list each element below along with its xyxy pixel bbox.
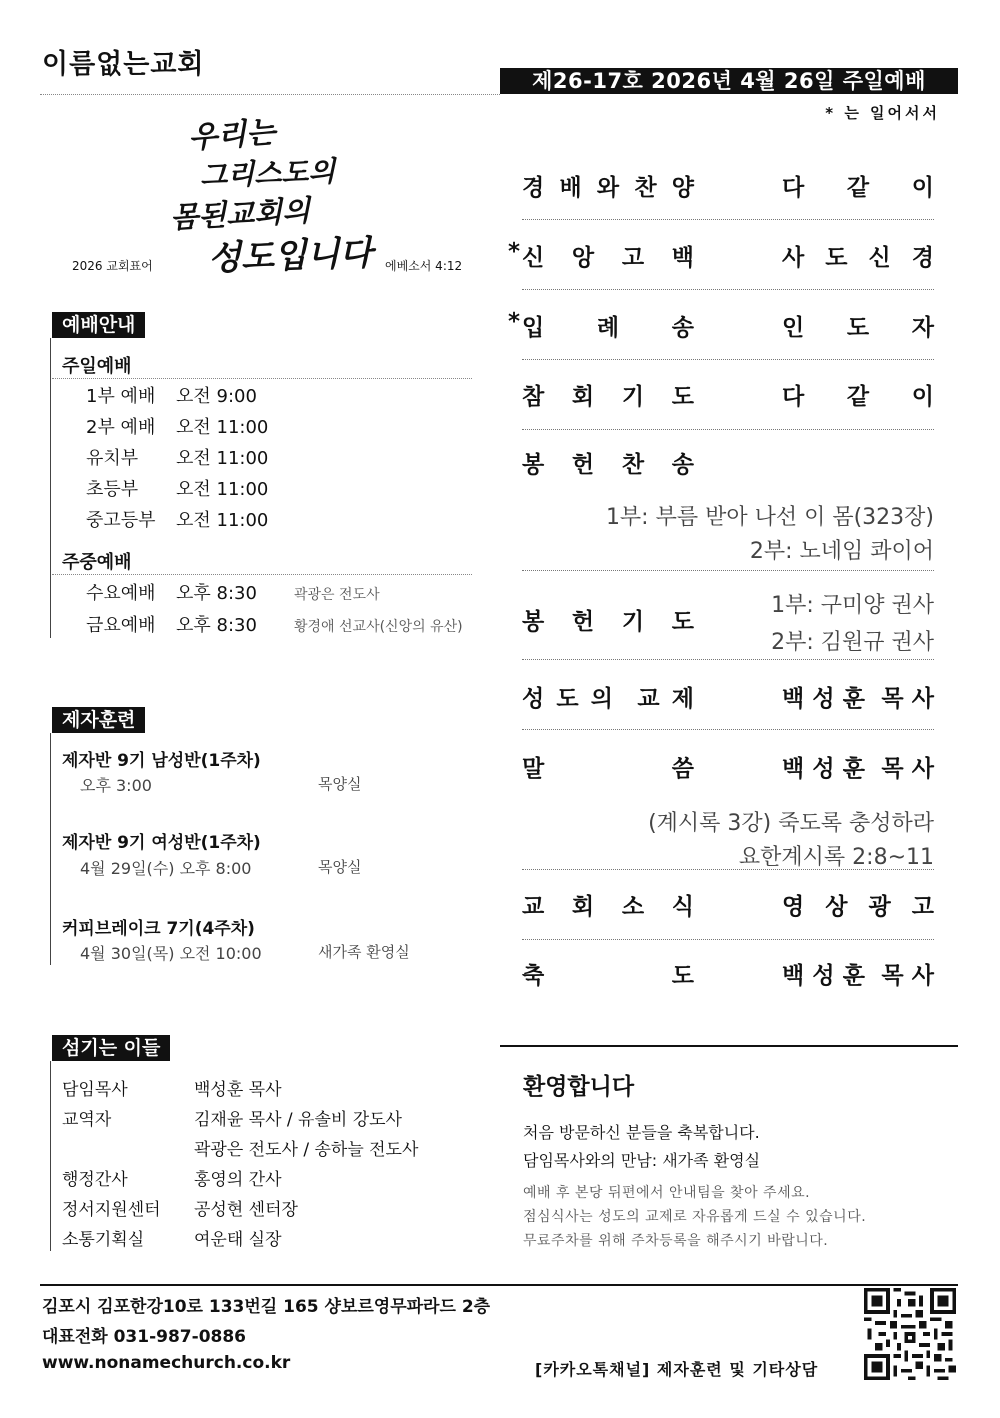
servant-names: 홍영의 간사 bbox=[194, 1170, 282, 1190]
order-leader-char: 사 bbox=[911, 963, 934, 989]
training-when: 4월 30일(목) 오전 10:00 bbox=[80, 944, 262, 963]
order-item bbox=[510, 680, 934, 720]
worship-guide-tag: 예배안내 bbox=[52, 312, 145, 338]
servant-row bbox=[62, 1225, 282, 1250]
order-leader-char: 경 bbox=[911, 245, 934, 271]
standing-marker: * bbox=[508, 239, 521, 265]
order-leader-char: 백 bbox=[782, 756, 805, 782]
order-label-char: 도 bbox=[671, 609, 694, 635]
order-leader-char: 도 bbox=[846, 315, 870, 341]
motto-line: 성도입니다 bbox=[207, 233, 374, 279]
weekday-divider bbox=[52, 574, 472, 575]
footer-divider bbox=[40, 1284, 958, 1286]
order-label-char: 양 bbox=[671, 175, 694, 201]
motto-line: 그리스도의 bbox=[199, 154, 336, 193]
sunday-row bbox=[86, 506, 268, 532]
training-when: 오후 3:00 bbox=[80, 776, 152, 795]
servant-names: 백성훈 목사 bbox=[194, 1080, 282, 1100]
order-item bbox=[510, 750, 934, 790]
order-label-char: 례 bbox=[596, 315, 620, 341]
offering-song-1: 1부: 부름 받아 나선 이 몸(323장) bbox=[605, 505, 934, 530]
motto-line: 몸된교회의 bbox=[169, 193, 311, 235]
sunday-row bbox=[86, 413, 268, 439]
order-label bbox=[522, 957, 694, 990]
sunday-title: 주일예배 bbox=[62, 356, 132, 377]
order-label-char: 기 bbox=[621, 609, 645, 635]
order-leader-char: 성 bbox=[812, 756, 835, 782]
order-label bbox=[522, 309, 694, 342]
service-note: 곽광은 전도사 bbox=[294, 587, 380, 603]
order-label bbox=[522, 888, 694, 921]
order-label-char: 도 bbox=[671, 963, 694, 989]
order-label bbox=[522, 446, 694, 479]
order-leader bbox=[782, 378, 934, 411]
order-label-char: 와 bbox=[596, 175, 620, 201]
order-label-char: 송 bbox=[671, 315, 694, 341]
order-leader-char: 상 bbox=[825, 894, 848, 920]
order-leader-char: 훈 bbox=[842, 686, 865, 712]
order-leader-char: 백 bbox=[782, 963, 805, 989]
service-name: 중고등부 bbox=[86, 510, 156, 531]
offering-prayer-1: 1부: 구미양 권사 bbox=[771, 593, 934, 618]
order-leader bbox=[782, 888, 934, 921]
stand-note: * 는 일어서서 bbox=[825, 104, 940, 122]
church-website[interactable]: www.nonamechurch.co.kr bbox=[42, 1353, 291, 1373]
service-time: 오전 11:00 bbox=[176, 448, 269, 469]
welcome-note: 점심식사는 성도의 교제로 자유롭게 드실 수 있습니다. bbox=[523, 1209, 867, 1225]
order-label-char: 식 bbox=[671, 894, 694, 920]
order-leader-char: 목 bbox=[881, 756, 904, 782]
welcome-title: 환영합니다 bbox=[523, 1074, 635, 1100]
training-title: 커피브레이크 7기(4주차) bbox=[62, 919, 255, 939]
order-label-char: 참 bbox=[522, 384, 545, 410]
service-note: 황경애 선교사(신앙의 유산) bbox=[294, 619, 463, 635]
motto-calligraphy bbox=[169, 108, 380, 279]
service-name: 수요예배 bbox=[86, 583, 156, 604]
order-label-char: 찬 bbox=[634, 175, 657, 201]
servants-tag: 섬기는 이들 bbox=[52, 1035, 170, 1061]
order-label-char: 신 bbox=[522, 245, 545, 271]
order-leader-char: 영 bbox=[782, 894, 805, 920]
header-divider bbox=[40, 94, 500, 95]
weekday-title: 주중예배 bbox=[62, 552, 132, 573]
offering-song-2: 2부: 노네임 콰이어 bbox=[749, 539, 934, 564]
service-name: 초등부 bbox=[86, 479, 139, 500]
order-leader-char: 목 bbox=[881, 963, 904, 989]
service-time: 오전 9:00 bbox=[176, 386, 257, 407]
servant-names: 공성현 센터장 bbox=[194, 1200, 298, 1220]
training-when: 4월 29일(수) 오후 8:00 bbox=[80, 859, 252, 878]
training-place: 목양실 bbox=[318, 858, 362, 876]
training-border bbox=[50, 733, 51, 965]
order-label-char: 배 bbox=[559, 175, 582, 201]
service-time: 오후 8:30 bbox=[176, 583, 257, 604]
order-leader-char: 이 bbox=[911, 384, 934, 410]
service-name: 1부 예배 bbox=[86, 386, 156, 407]
sermon-scripture: 요한계시록 2:8~11 bbox=[738, 845, 934, 870]
worship-guide-border bbox=[50, 338, 51, 638]
order-label-char: 성 bbox=[522, 686, 545, 712]
sunday-row bbox=[86, 382, 257, 408]
order-leader bbox=[782, 169, 934, 202]
qr-code-icon[interactable] bbox=[864, 1288, 956, 1380]
order-label-char: 도 bbox=[671, 384, 694, 410]
service-time: 오후 8:30 bbox=[176, 615, 257, 636]
servant-row bbox=[62, 1135, 418, 1160]
church-phone: 대표전화 031-987-0886 bbox=[42, 1327, 247, 1347]
order-label bbox=[522, 378, 694, 411]
service-time: 오전 11:00 bbox=[176, 479, 269, 500]
service-name: 2부 예배 bbox=[86, 417, 156, 438]
order-label-char: 봉 bbox=[522, 452, 545, 478]
order-label-char: 헌 bbox=[571, 609, 595, 635]
service-time: 오전 11:00 bbox=[176, 510, 269, 531]
order-label-char: 송 bbox=[671, 452, 694, 478]
training-title: 제자반 9기 남성반(1주차) bbox=[62, 751, 261, 771]
servant-role: 소통기획실 bbox=[62, 1230, 145, 1250]
servant-row bbox=[62, 1105, 402, 1130]
order-leader-char: 성 bbox=[812, 963, 835, 989]
kakao-channel: [카카오톡채널] 제자훈련 및 기타상담 bbox=[535, 1360, 819, 1379]
order-label-char: 축 bbox=[522, 963, 545, 989]
order-leader bbox=[782, 680, 934, 713]
order-label-char: 찬 bbox=[621, 452, 645, 478]
order-divider bbox=[522, 359, 934, 360]
order-item bbox=[510, 239, 934, 279]
order-leader-char: 목 bbox=[881, 686, 904, 712]
sunday-row bbox=[86, 444, 268, 470]
order-label-char: 입 bbox=[522, 315, 545, 341]
training-title: 제자반 9기 여성반(1주차) bbox=[62, 833, 261, 853]
order-leader-char: 같 bbox=[846, 175, 870, 201]
order-label-char: 씀 bbox=[671, 756, 694, 782]
service-name: 유치부 bbox=[86, 448, 139, 469]
welcome-note: 예배 후 본당 뒤편에서 안내팀을 찾아 주세요. bbox=[523, 1185, 811, 1201]
training-tag: 제자훈련 bbox=[52, 707, 145, 733]
welcome-line: 처음 방문하신 분들을 축복합니다. bbox=[523, 1123, 760, 1142]
order-leader bbox=[782, 750, 934, 783]
order-divider bbox=[522, 429, 934, 430]
motto-line: 우리는 bbox=[187, 115, 277, 156]
motto-year: 2026 교회표어 bbox=[72, 259, 153, 273]
servant-role: 정서지원센터 bbox=[62, 1200, 161, 1220]
servant-names: 곽광은 전도사 / 송하늘 전도사 bbox=[194, 1140, 419, 1160]
training-place: 새가족 환영실 bbox=[318, 943, 410, 961]
servant-names: 여운태 실장 bbox=[194, 1230, 282, 1250]
order-leader-char: 인 bbox=[782, 315, 805, 341]
order-label-char: 헌 bbox=[571, 452, 595, 478]
order-label-char: 백 bbox=[671, 245, 694, 271]
order-leader-char: 자 bbox=[911, 315, 934, 341]
sunday-divider bbox=[52, 378, 472, 379]
order-leader-char: 훈 bbox=[842, 756, 865, 782]
order-item bbox=[510, 446, 934, 486]
church-name: 이름없는교회 bbox=[42, 49, 205, 80]
church-address: 김포시 김포한강10로 133번길 165 샹보르영무파라드 2층 bbox=[42, 1297, 491, 1317]
order-item bbox=[510, 378, 934, 418]
order-label bbox=[522, 680, 694, 713]
order-label bbox=[522, 603, 694, 636]
order-item bbox=[510, 169, 934, 209]
order-leader-char: 다 bbox=[782, 175, 805, 201]
servant-role: 행정간사 bbox=[62, 1170, 128, 1190]
welcome-note: 무료주차를 위해 주차등록을 해주시기 바랍니다. bbox=[523, 1233, 829, 1249]
servant-role: 담임목사 bbox=[62, 1080, 128, 1100]
order-label-char: 봉 bbox=[522, 609, 545, 635]
order-leader bbox=[782, 239, 934, 272]
order-label-char: 앙 bbox=[571, 245, 595, 271]
order-divider bbox=[522, 219, 934, 220]
welcome-line: 담임목사와의 만남: 새가족 환영실 bbox=[523, 1151, 761, 1170]
order-divider bbox=[522, 939, 934, 940]
servants-border bbox=[50, 1061, 51, 1251]
order-leader-char: 사 bbox=[782, 245, 805, 271]
standing-marker: * bbox=[508, 309, 521, 335]
servant-row bbox=[62, 1165, 282, 1190]
order-divider bbox=[522, 289, 934, 290]
order-label-char: 회 bbox=[571, 384, 595, 410]
order-divider bbox=[522, 729, 934, 730]
order-leader bbox=[782, 957, 934, 990]
order-leader-char: 훈 bbox=[842, 963, 865, 989]
order-leader-char: 사 bbox=[911, 686, 934, 712]
order-label-char: 제 bbox=[671, 686, 694, 712]
order-leader-char: 다 bbox=[782, 384, 805, 410]
order-leader-char: 이 bbox=[911, 175, 934, 201]
order-label-char: 도 bbox=[556, 686, 579, 712]
order-divider bbox=[522, 570, 934, 571]
order-label-char: 경 bbox=[522, 175, 545, 201]
servant-row bbox=[62, 1075, 282, 1100]
servant-role: 교역자 bbox=[62, 1110, 112, 1130]
order-label bbox=[522, 239, 694, 272]
motto-reference: 에베소서 4:12 bbox=[385, 259, 463, 273]
order-label-char: 고 bbox=[621, 245, 645, 271]
order-label-char: 교 bbox=[522, 894, 545, 920]
order-leader bbox=[782, 309, 934, 342]
weekday-row bbox=[86, 611, 463, 637]
order-label-char: 기 bbox=[621, 384, 645, 410]
order-item bbox=[510, 309, 934, 349]
order-label-char: 소 bbox=[621, 894, 645, 920]
sermon-title: (계시록 3강) 죽도록 충성하라 bbox=[648, 811, 934, 836]
order-leader-char: 백 bbox=[782, 686, 805, 712]
sunday-row bbox=[86, 475, 268, 501]
training-place: 목양실 bbox=[318, 775, 362, 793]
order-label bbox=[522, 169, 694, 202]
order-label bbox=[522, 750, 694, 783]
order-leader-char: 같 bbox=[846, 384, 870, 410]
order-leader-char: 도 bbox=[825, 245, 848, 271]
issue-banner: 제26-17호 2026년 4월 26일 주일예배 bbox=[500, 68, 958, 94]
order-leader-char: 사 bbox=[911, 756, 934, 782]
order-label-char: 말 bbox=[522, 756, 545, 782]
offering-prayer-2: 2부: 김원규 권사 bbox=[771, 630, 934, 655]
order-label-char: 회 bbox=[571, 894, 595, 920]
weekday-row bbox=[86, 579, 380, 605]
welcome-divider bbox=[500, 1045, 958, 1047]
order-leader-char: 고 bbox=[911, 894, 934, 920]
order-leader-char: 성 bbox=[812, 686, 835, 712]
service-name: 금요예배 bbox=[86, 615, 156, 636]
order-leader-char: 신 bbox=[868, 245, 891, 271]
order-label-char: 의 bbox=[590, 686, 613, 712]
order-leader-char: 광 bbox=[868, 894, 891, 920]
servant-names: 김재윤 목사 / 유솔비 강도사 bbox=[194, 1110, 402, 1130]
order-item bbox=[510, 888, 934, 928]
order-divider bbox=[522, 659, 934, 660]
order-item bbox=[510, 957, 934, 997]
servant-row bbox=[62, 1195, 298, 1220]
order-label-char: 교 bbox=[637, 686, 660, 712]
service-time: 오전 11:00 bbox=[176, 417, 269, 438]
